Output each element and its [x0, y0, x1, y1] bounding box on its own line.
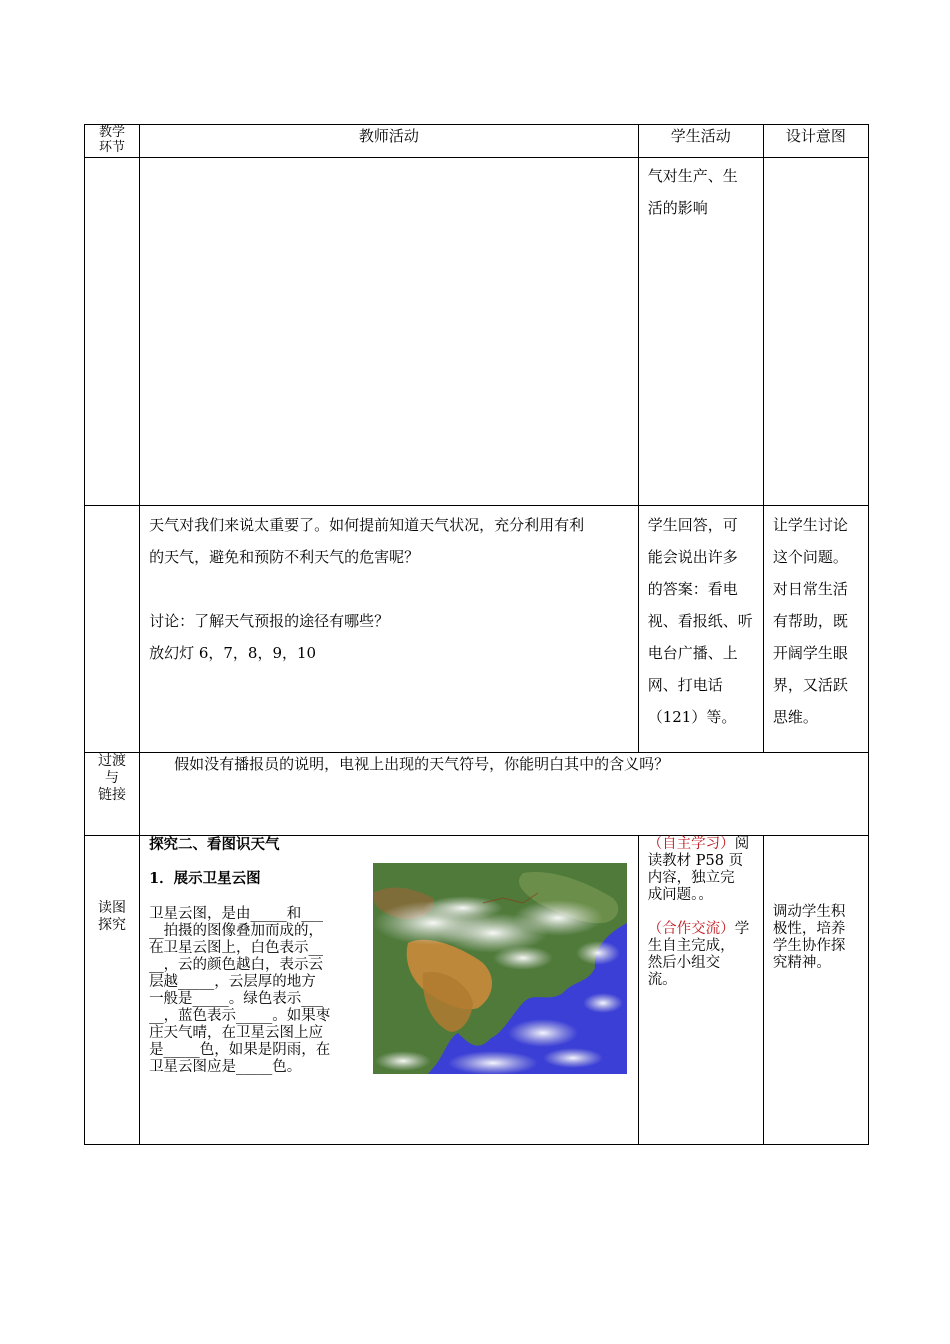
student-cooperate	[648, 921, 757, 938]
intent-line: 究精神。	[772, 955, 831, 971]
row4-intent	[763, 836, 868, 1145]
row2-stage	[85, 506, 140, 753]
header-intent: 设计意图	[763, 125, 868, 158]
row1-student	[638, 158, 763, 506]
row1-stage	[85, 158, 140, 506]
cooperate-label: （合作交流）	[647, 921, 735, 937]
student-line: 生自主完成，	[647, 938, 735, 954]
section-subtitle: 1．展示卫星云图	[149, 870, 261, 887]
teacher-text-line: 天气对我们来说太重要了。如何提前知道天气状况，充分利用有利	[149, 516, 585, 534]
intent-line: 界，又活跃	[772, 676, 848, 694]
row2-teacher	[140, 506, 639, 753]
stage-label-line: 过渡	[98, 753, 127, 769]
fill-in-line: __，云的颜色越白，表示云	[149, 957, 324, 973]
student-line: 的答案：看电	[647, 580, 738, 598]
student-line: 流。	[647, 972, 677, 988]
transition-text: 假如没有播报员的说明，电视上出现的天气符号，你能明白其中的含义吗？	[174, 755, 670, 773]
row4-student	[638, 836, 763, 1145]
fill-in-line: 一般是_____。绿色表示___	[149, 991, 324, 1007]
fill-in-line: __，蓝色表示_____。如果枣	[149, 1008, 331, 1024]
header-student: 学生活动	[638, 125, 763, 158]
intent-line: 学生协作探	[772, 938, 846, 954]
fill-in-line: __拍摄的图像叠加而成的，	[149, 923, 324, 939]
intent-line: 开阔学生眼	[772, 644, 848, 662]
satellite-cloud-image	[373, 863, 627, 1074]
intent-line: 极性，培养	[772, 921, 846, 937]
intent-line: 对日常生活	[772, 580, 848, 598]
stage-label-line: 链接	[98, 787, 127, 803]
row3-stage	[85, 753, 140, 836]
stage-label-line: 与	[105, 770, 120, 786]
intent-line: 有帮助，既	[772, 612, 848, 630]
row-transition	[85, 753, 869, 836]
fill-in-line: 卫星云图应是_____色。	[149, 1059, 302, 1075]
fill-in-line: 卫星云图，是由_____和___	[149, 906, 324, 922]
row1-intent	[763, 158, 868, 506]
stage-label-line: 探究	[98, 917, 127, 933]
student-line: （121）等。	[647, 708, 737, 726]
row-forecast	[85, 506, 869, 753]
row1-teacher	[140, 158, 639, 506]
student-line: 读教材 P58 页	[647, 853, 744, 869]
intent-line: 思维。	[772, 708, 818, 726]
row3-text-cell	[140, 753, 869, 836]
student-line: 电台广播、上	[647, 644, 738, 662]
stage-label-line: 读图	[98, 900, 127, 916]
row4-stage	[85, 836, 140, 1145]
student-line: 能会说出许多	[647, 548, 738, 566]
row-read-map	[85, 836, 869, 1145]
teacher-discuss: 讨论：了解天气预报的途径有哪些？	[149, 612, 390, 630]
header-stage: 教学 环节	[85, 125, 140, 158]
self-study-label: （自主学习）	[647, 836, 735, 852]
teacher-text-line: 的天气，避免和预防不利天气的危害呢？	[149, 548, 420, 566]
intent-line: 调动学生积	[772, 904, 846, 920]
student-line: 网、打电话	[647, 676, 723, 694]
teacher-slides: 放幻灯 6，7，8，9，10	[149, 644, 317, 662]
row1-student-line: 气对生产、生	[647, 167, 738, 185]
fill-in-text	[149, 906, 361, 1076]
fill-in-line: 层越_____，云层厚的地方	[149, 974, 316, 990]
student-line: 学生回答，可	[647, 516, 738, 534]
fill-in-line: 是_____色，如果是阴雨，在	[149, 1042, 331, 1058]
student-line: 然后小组交	[647, 955, 721, 971]
intent-line: 这个问题。	[772, 548, 848, 566]
cooperate-tail: 学	[734, 921, 750, 937]
section-title: 探究二、看图识天气	[149, 836, 280, 853]
row2-student	[638, 506, 763, 753]
row1-student-line: 活的影响	[647, 199, 708, 217]
student-line: 成问题。。	[647, 887, 713, 903]
header-teacher: 教师活动	[140, 125, 639, 158]
self-study-tail: 阅	[734, 836, 750, 852]
row2-intent	[763, 506, 868, 753]
fill-in-line: 庄天气晴，在卫星云图上应	[149, 1025, 324, 1041]
student-line: 内容，独立完	[647, 870, 735, 886]
row4-teacher	[140, 836, 639, 1145]
student-self-study	[648, 836, 757, 853]
row-impact	[85, 158, 869, 506]
intent-line: 让学生讨论	[772, 516, 848, 534]
lesson-plan-table	[84, 124, 869, 1145]
student-line: 视、看报纸、听	[647, 612, 753, 630]
header-row	[85, 125, 869, 158]
fill-in-line: 在卫星云图上，白色表示__	[149, 940, 324, 956]
